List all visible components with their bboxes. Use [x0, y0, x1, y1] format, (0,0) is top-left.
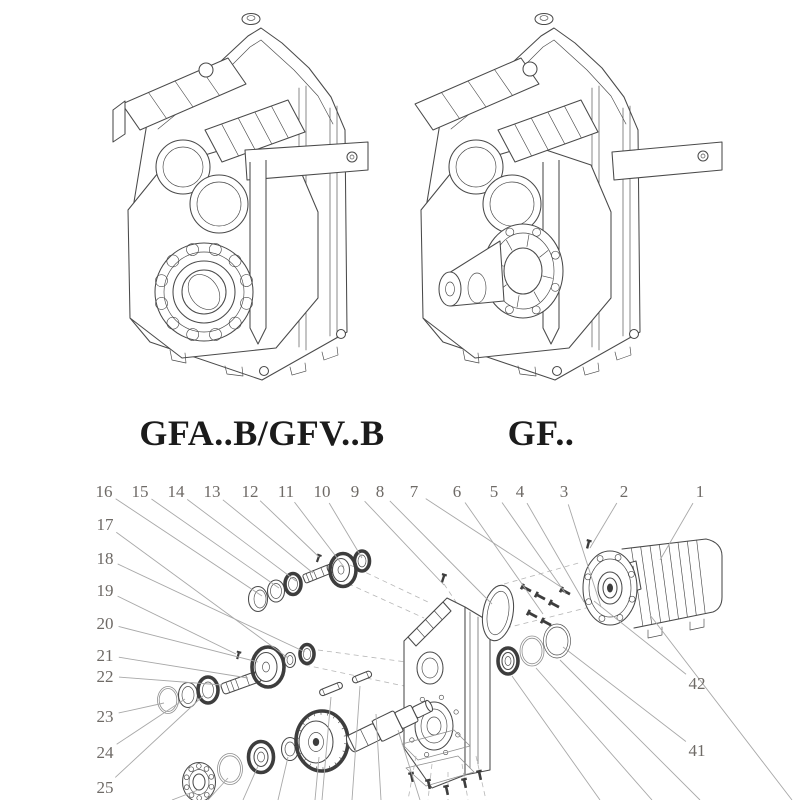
part-number-22: 22: [96, 667, 114, 686]
leader-line-2: [590, 503, 617, 548]
corner-screw: [630, 330, 639, 339]
arch-hole: [523, 62, 537, 76]
second-bore: [483, 175, 541, 233]
part-number-5: 5: [489, 482, 499, 501]
cooling-fins: [122, 58, 305, 162]
leader-line-23: [119, 703, 164, 713]
leader-line-5: [502, 502, 566, 594]
model-label-gf: GF..: [507, 413, 575, 453]
part-callouts: [96, 482, 706, 797]
gearbox-drawing-gfab-gfvb: [113, 14, 368, 381]
part-number-13: 13: [203, 482, 221, 501]
part-number-19: 19: [96, 581, 114, 600]
part-number-2: 2: [619, 482, 629, 501]
center-rib: [250, 160, 266, 344]
leader-line-20: [119, 626, 258, 662]
motor-shaft: [607, 584, 613, 593]
part-number-11: 11: [277, 482, 295, 501]
corner-screw: [553, 367, 562, 376]
leader-line-15: [151, 499, 279, 588]
seal-ring: [544, 624, 571, 658]
part-number-21: 21: [96, 646, 114, 665]
gearbox-drawing-gf: [415, 14, 722, 381]
model-label-gfab-gfvb: GFA..B/GFV..B: [139, 413, 385, 453]
shaft-key: [352, 670, 373, 683]
leader-line-19: [118, 596, 236, 654]
corner-screw: [260, 367, 269, 376]
part-number-4: 4: [515, 482, 525, 501]
part-number-23: 23: [96, 707, 114, 726]
part-number-7: 7: [409, 482, 419, 501]
second-bore: [190, 175, 248, 233]
leader-line-41: [563, 647, 686, 741]
gear-housing: [404, 573, 490, 788]
circlip: [158, 687, 179, 714]
part-number-42: 42: [688, 674, 706, 693]
part-number-12: 12: [241, 482, 259, 501]
arch-hole: [199, 63, 213, 77]
leader-line-8: [390, 501, 492, 604]
top-plug-boss: [535, 14, 553, 25]
set-screw: [235, 651, 242, 660]
motor-unit: [583, 539, 722, 638]
leader-line-7: [426, 499, 561, 587]
leader-line-18: [118, 564, 305, 652]
washer: [285, 653, 296, 668]
housing-upper-bore: [417, 652, 443, 684]
part-number-14: 14: [167, 482, 185, 501]
leader-line-1: [660, 503, 693, 560]
circlip: [520, 636, 544, 666]
part-number-17: 17: [96, 515, 114, 534]
shaft-key: [319, 682, 344, 697]
cooling-fins: [415, 58, 598, 162]
leader-line-10: [329, 503, 362, 558]
leader-line-21: [119, 657, 248, 678]
exploded-view: [96, 482, 793, 800]
motor-fins: [631, 540, 705, 626]
corner-screw: [337, 330, 346, 339]
mounting-rail: [612, 142, 722, 180]
part-number-41: 41: [688, 741, 706, 760]
part-number-1: 1: [695, 482, 705, 501]
part-number-16: 16: [95, 482, 113, 501]
set-screw: [315, 554, 322, 563]
part-number-10: 10: [313, 482, 331, 501]
leader-line-14: [187, 499, 296, 581]
motor-feet: [648, 619, 704, 638]
input-shaft-assembly: [249, 551, 370, 612]
part-number-25: 25: [96, 778, 114, 797]
side-tab: [113, 101, 125, 142]
part-number-8: 8: [375, 482, 385, 501]
part-number-6: 6: [452, 482, 462, 501]
leader-line-4: [527, 503, 584, 602]
leader-line-12: [260, 501, 319, 557]
top-plug-boss: [242, 14, 260, 25]
part-number-20: 20: [96, 614, 114, 633]
output-bearing-set: [498, 624, 571, 674]
leader-line-42: [594, 601, 686, 674]
output-shaft-assembly: [183, 670, 437, 800]
part-number-15: 15: [131, 482, 149, 501]
circlip: [218, 754, 243, 785]
part-number-18: 18: [96, 549, 114, 568]
part-number-3: 3: [559, 482, 569, 501]
part-number-9: 9: [350, 482, 360, 501]
part-number-24: 24: [96, 743, 114, 762]
intermediate-shaft-assembly: [158, 645, 315, 714]
hollow-shaft-bearing: [155, 243, 253, 341]
